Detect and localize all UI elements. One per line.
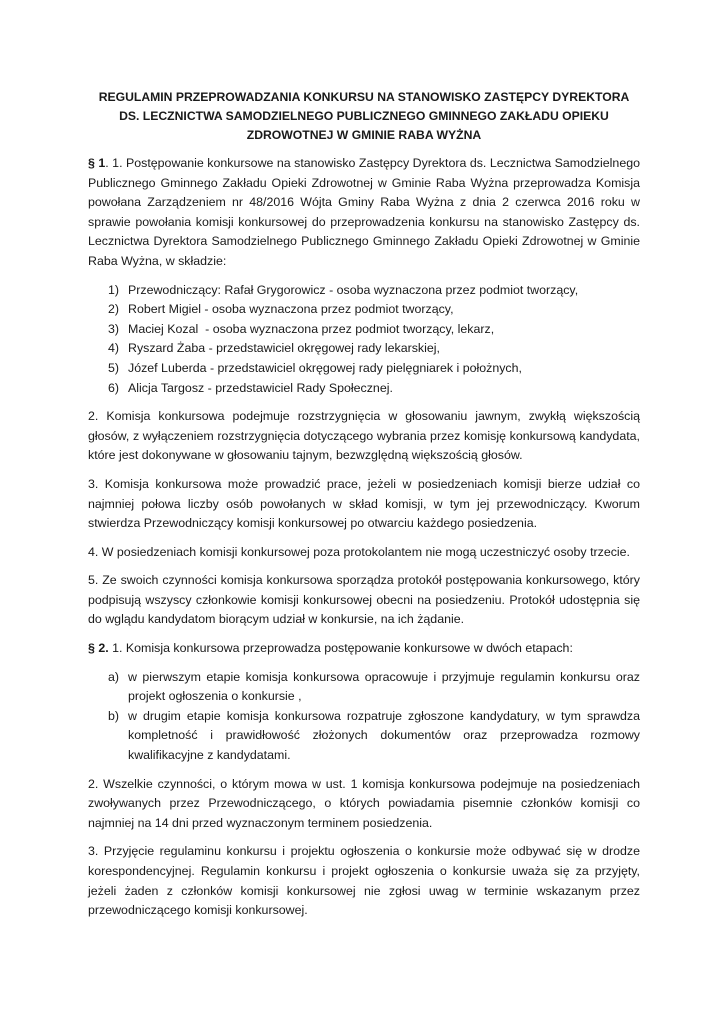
- list-item-number: 5): [108, 360, 120, 375]
- section-1-paragraph-1: [88, 154, 640, 272]
- list-item-text: Ryszard Żaba - przedstawiciel okręgowej rady lekarskiej,: [128, 341, 440, 356]
- section-1-paragraph-3: 3. Komisja konkursowa może prowadzić prace, jeżeli w posiedzeniach komisji bierze udział co najmniej połowa liczby osób powołanych w skład komisji, w tym jej przewodniczący. Kworum stwierdza Przewodniczący komisji konkursowej po otwarciu każdego posiedzenia.: [88, 476, 640, 531]
- section-1-paragraph-1-text: . 1. Postępowanie konkursowe na stanowisko Zastępcy Dyrektora ds. Lecznictwa Samodzielnego Publicznego Gminnego Zakładu Opieki Zdrowotnej w Gminie Raba Wyżna przeprowadza Komisja powołana Zarządzeniem nr 48/2016 Wójta Gminy Raba Wyżna z dnia 2 czerwca 2016 roku w sprawie powołania komisji konkursowej do przeprowadzenia konkursu na stanowisko Zastępcy ds. Lecznictwa Dyrektora Samodzielnego Publicznego Gminnego Zakładu Opieki Zdrowotnej w Gminie Raba Wyżna, w składzie:: [88, 156, 640, 268]
- section-2-mark: § 2.: [88, 641, 109, 656]
- list-item-number: 3): [108, 321, 120, 336]
- list-item-letter: b): [108, 708, 120, 723]
- list-item-text: Maciej Kozal - osoba wyznaczona przez podmiot tworzący, lekarz,: [128, 321, 495, 336]
- list-item: [88, 668, 640, 707]
- list-item-text: w pierwszym etapie komisja konkursowa opracowuje i przyjmuje regulamin konkursu oraz projekt ogłoszenia o konkursie ,: [128, 669, 640, 704]
- list-item: [88, 300, 640, 320]
- list-item: [88, 359, 640, 379]
- section-2-paragraph-2: 2. Wszelkie czynności, o którym mowa w ust. 1 komisja konkursowa podejmuje na posiedzeniach zwoływanych przez Przewodniczącego, o których powiadamia pisemnie członków komisji co najmniej na 14 dni przed wyznaczonym terminem posiedzenia.: [88, 776, 640, 830]
- section-1-mark: § 1: [88, 156, 106, 170]
- list-item: [88, 281, 640, 301]
- section-1-paragraph-5: 5. Ze swoich czynności komisja konkursowa sporządza protokół postępowania konkursowego, który podpisują wszyscy członkowie komisji konkursowej obecni na posiedzeniu. Protokół udostępnia się do wglądu kandydatom biorącym udział w konkursie, na ich żądanie.: [88, 573, 640, 627]
- document-page: [88, 88, 640, 930]
- list-item: [88, 707, 640, 766]
- list-item-text: Józef Luberda - przedstawiciel okręgowej rady pielęgniarek i położnych,: [128, 360, 522, 375]
- list-item: [88, 339, 640, 359]
- section-2-paragraph-1-text: 1. Komisja konkursowa przeprowadza postępowanie konkursowe w dwóch etapach:: [108, 641, 573, 656]
- list-item-text: Robert Migiel - osoba wyznaczona przez podmiot tworzący,: [128, 302, 454, 317]
- list-item-number: 4): [108, 341, 120, 356]
- list-item: [88, 379, 640, 399]
- list-item-text: Alicja Targosz - przedstawiciel Rady Społecznej.: [128, 380, 393, 395]
- section-1-paragraph-4: 4. W posiedzeniach komisji konkursowej poza protokolantem nie mogą uczestniczyć osoby trzecie.: [88, 544, 630, 559]
- committee-members-list: [88, 281, 640, 399]
- list-item-number: 2): [108, 302, 120, 317]
- list-item-letter: a): [108, 669, 120, 684]
- list-item: [88, 320, 640, 340]
- stages-list: [88, 668, 640, 766]
- document-title: REGULAMIN PRZEPROWADZANIA KONKURSU NA STANOWISKO ZASTĘPCY DYREKTORA DS. LECZNICTWA SAMODZIELNEGO PUBLICZNEGO GMINNEGO ZAKŁADU OPIEKU ZDROWOTNEJ W GMINIE RABA WYŻNA: [98, 90, 630, 142]
- section-1-paragraph-2: 2. Komisja konkursowa podejmuje rozstrzygnięcia w głosowaniu jawnym, zwykłą większością głosów, z wyłączeniem rozstrzygnięcia dotyczącego wybrania przez komisję konkursową kandydata, które jest dokonywane w głosowaniu tajnym, bezwzględną większością głosów.: [88, 409, 640, 463]
- list-item-text: Przewodniczący: Rafał Grygorowicz - osoba wyznaczona przez podmiot tworzący,: [128, 282, 579, 297]
- list-item-number: 1): [108, 282, 120, 297]
- section-2-paragraph-3: 3. Przyjęcie regulaminu konkursu i projektu ogłoszenia o konkursie może odbywać się w drodze korespondencyjnej. Regulamin konkursu i projekt ogłoszenia o konkursie uważa się za przyjęty, jeżeli żaden z członków komisji konkursowej nie zgłosi uwag w terminie wskazanym przez przewodniczącego komisji konkursowej.: [88, 844, 640, 918]
- section-2-paragraph-1: [88, 639, 640, 659]
- list-item-text: w drugim etapie komisja konkursowa rozpatruje zgłoszone kandydatury, w tym sprawdza kompletność i prawidłowość złożonych dokumentów oraz przeprowadza rozmowy kwalifikacyjne z kandydatami.: [128, 708, 640, 763]
- list-item-number: 6): [108, 380, 120, 395]
